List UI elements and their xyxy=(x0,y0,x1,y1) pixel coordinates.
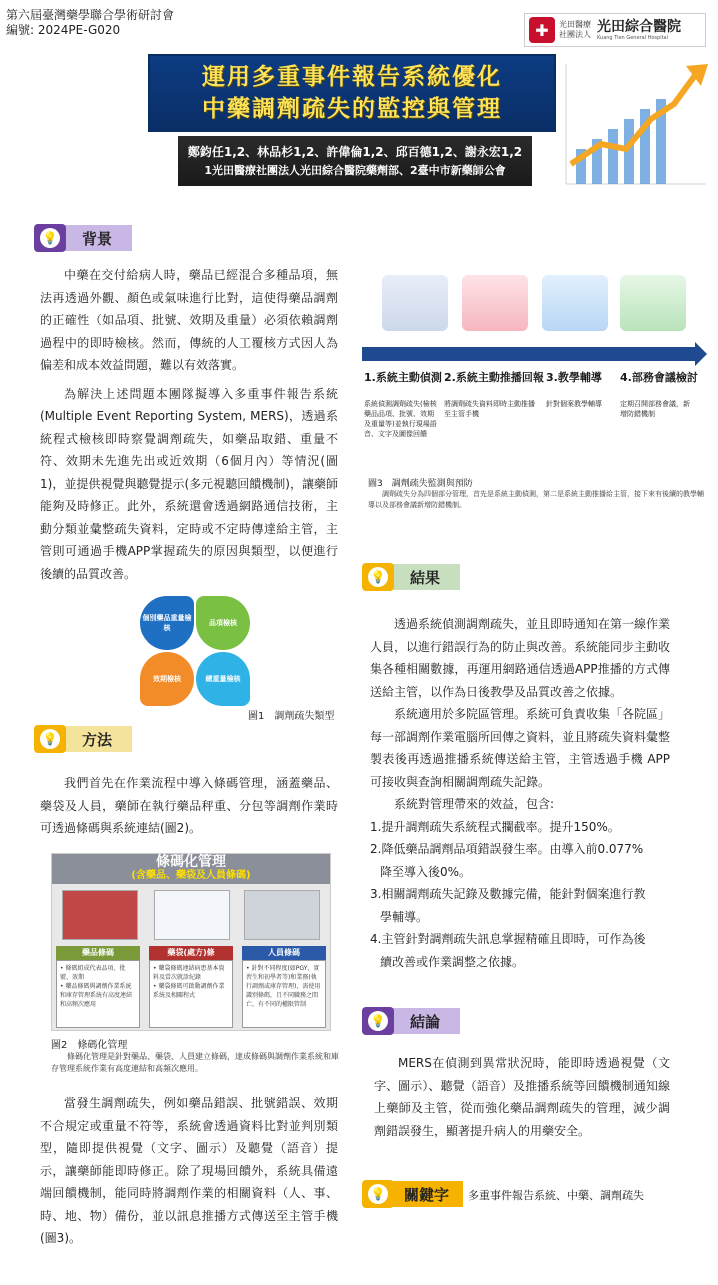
methods-paragraph-2: 當發生調劑疏失，例如藥品錯誤、批號錯誤、效期不合規定或重量不符等，系統會透過資料比對並判別類型，隨即提供視覺（文字、圖示）及聽覺（語音）提示，讓藥師能即時修正。除了現場回饋外，系統具備遠端回饋機制，能同時將調劑作業的相關資料（人、事、時、地、物）備份，並以訊息推播方式傳送至主管手機(圖3)。 xyxy=(40,1096,338,1245)
growth-chart-decoration xyxy=(556,54,716,194)
figure-3-caption-block xyxy=(368,476,704,511)
conclusion-paragraph: MERS在偵測到異常狀況時，能即時透過視覺（文字、圖示）、聽覺（語音）及推播系統等回饋機制通知線上藥師及主管，從而強化藥品調劑疏失的管理，減少調劑錯誤發生，顯著提升病人的用藥安全。 xyxy=(374,1056,670,1138)
results-paragraph-2: 系統適用於多院區管理。系統可負責收集「各院區」每一部調劑作業電腦所回傳之資料，並且將疏失資料彙整製表後再透過推播系統傳送給主管，主管透過手機 APP可接收與查詢相關調劑疏失記錄。 xyxy=(370,707,671,789)
figure-3-note: 調劑疏失分為四個部分管理，首先是系統主動偵測，第二是系統主動推播給主管，接下來有後續的教學輔導以及部務會議新增防錯機制。 xyxy=(368,490,704,509)
chart-icon xyxy=(620,275,686,331)
petal-weight-check: 總重量檢核 xyxy=(196,652,250,706)
petal-brand-check: 品項檢核 xyxy=(196,596,250,650)
results-item: 降至導入後0%。 xyxy=(380,864,472,879)
section-title-keywords: 關鍵字 xyxy=(390,1181,463,1207)
figure-2-barcode-management xyxy=(51,853,331,1031)
lightbulb-icon: 💡 xyxy=(362,1007,394,1035)
figure-2-subtitle: (含藥品、藥袋及人員條碼) xyxy=(131,870,251,881)
authors-block xyxy=(178,136,532,186)
step-1-label: 1.系統主動偵測 xyxy=(364,371,442,384)
staff-badge-photo xyxy=(244,890,320,940)
section-header-background xyxy=(34,223,132,253)
step-1-desc: 系統偵測調劑疏失(檢核藥品品項、批號、效期及重量等)並執行現場語音、文字及圖像回饋 xyxy=(364,400,437,438)
section-title-results: 結果 xyxy=(390,564,460,590)
lightbulb-icon: 💡 xyxy=(34,224,66,252)
title-line-1: 運用多重事件報告系統優化 xyxy=(202,64,502,90)
lightbulb-icon: 💡 xyxy=(362,563,394,591)
results-paragraph-1: 透過系統偵測調劑疏失，並且即時通知在第一線作業人員，以進行錯誤行為的防止與改善。系統能同步主動收集各種相關數據，再運用網路通信透過APP推播的方式傳送給主管，以作為日後教學及品質改善之依據。 xyxy=(370,617,671,699)
flow-arrow xyxy=(362,347,697,361)
results-item: 2.降低藥品調劑品項錯誤發生率。由導入前0.077% xyxy=(370,842,644,856)
lightbulb-icon: 💡 xyxy=(34,725,66,753)
gear-icon xyxy=(542,275,608,331)
background-paragraph-1: 中藥在交付給病人時，藥品已經混合多種品項，無法再透過外觀、顏色或氣味進行比對，這使得藥品調劑的正確性（如品項、批號、效期及重量）必須依賴調劑過程中的即時檢核。然而，傳統的人工覆核方式因人為偏差和成本效益問題，難以有效落實。 xyxy=(40,268,338,372)
results-item: 4.主管針對調劑疏失訊息掌握精確且即時，可作為後 xyxy=(370,932,646,946)
methods-text-2 xyxy=(40,1092,338,1250)
methods-paragraph-1: 我們首先在作業流程中導入條碼管理，涵蓋藥品、藥袋及人員，藥師在執行藥品秤重、分包等調劑作業時可透過條碼與系統連結(圖2)。 xyxy=(40,776,338,835)
section-header-keywords xyxy=(362,1180,463,1208)
section-title-methods: 方法 xyxy=(62,726,132,752)
figure-2-note: 條碼化管理是針對藥品、藥袋、人員建立條碼，達成條碼與調劑作業系統和庫存管理系統作業有高度連結和高頻次應用。 xyxy=(51,1052,339,1073)
figure-2-header xyxy=(52,854,330,884)
section-title-conclusion: 結論 xyxy=(390,1008,460,1034)
conclusion-text xyxy=(374,1052,670,1142)
petal-item-check: 個別藥品重量檢核 xyxy=(140,596,194,650)
staff-barcode-column: 人員條碼 • 針對不同程度(如PGY、實習生和初學者等)和業務(執行調劑或庫存管理)，需使用識別條碼，且不同職務之間亡，有不同的權限管制 xyxy=(242,946,326,1028)
hospital-emblem-icon: ✚ xyxy=(529,17,555,43)
section-header-methods xyxy=(34,724,132,754)
prescription-screen-photo xyxy=(154,890,230,940)
step-3-label: 3.教學輔導 xyxy=(546,371,602,384)
results-item: 續改善或作業調整之依據。 xyxy=(380,954,525,969)
section-title-background: 背景 xyxy=(62,225,132,251)
conference-info xyxy=(6,8,174,38)
background-text xyxy=(40,264,338,585)
results-text xyxy=(370,613,670,973)
background-paragraph-2: 為解決上述問題本團隊擬導入多重事件報告系統(Multiple Event Reporting System, MERS)，透過系統程式檢核即時察覺調劑疏失，如藥品取錯、重量不符、效期未先進先出或近效期（6個月內）等情況(圖1)，並提供視覺與聽覺提示(多元視聽回饋機制)，讓藥師能夠及時修正。此外，系統還會透過網路通信技術，主動分類並彙整疏失資料，定時或不定時傳達給主管，主管則可通過手機APP掌握疏失的原因與類型，以便進行後續的品質改善。 xyxy=(40,386,338,581)
figure-2-title: 條碼化管理 xyxy=(156,854,226,870)
keywords-text: 多重事件報告系統、中藥、調劑疏失 xyxy=(468,1189,644,1202)
step-4-label: 4.部務會議檢討 xyxy=(620,371,698,384)
methods-text-1 xyxy=(40,772,338,840)
step-2-desc: 將調劑疏失資料即時主動推播至主管手機 xyxy=(444,400,535,418)
medicine-barcode-column: 藥品條碼 • 條碼組成代表品項、批號、效期 • 藥品條碼與調劑作業系統和庫存管理系統有高度連結和高頻次應用 xyxy=(56,946,140,1028)
results-item: 1.提升調劑疏失系統程式攔截率。提升150%。 xyxy=(370,819,620,834)
step-2-label: 2.系統主動推播回報 xyxy=(444,371,544,384)
title-line-2: 中藥調劑疏失的監控與管理 xyxy=(202,96,502,122)
laptop-icon xyxy=(382,275,448,331)
poster-title xyxy=(148,54,556,132)
results-item: 3.相關調劑疏失記錄及數據完備，能針對個案進行教 xyxy=(370,887,646,901)
figure-1-caption: 圖1 調劑疏失類型 xyxy=(248,711,335,722)
figure-3-monitoring-flow xyxy=(362,275,702,450)
results-item: 學輔導。 xyxy=(380,909,429,924)
poster-code: 編號: 2024PE-G020 xyxy=(6,23,121,37)
figure-2-caption-block xyxy=(51,1036,341,1075)
step-3-desc: 針對個案教學輔導 xyxy=(546,400,602,408)
affiliations: 1光田醫療社團法人光田綜合醫院藥劑部、2臺中市新藥師公會 xyxy=(204,164,506,177)
conference-name: 第六屆臺灣藥學聯合學術研討會 xyxy=(6,8,175,22)
author-list: 鄭鈞任1,2、林品杉1,2、許偉倫1,2、邱百德1,2、謝永宏1,2 xyxy=(187,145,523,159)
hospital-logo xyxy=(524,13,706,47)
logo-main: 光田綜合醫院 Kuang Tien General Hospital xyxy=(597,18,681,41)
lightbulb-icon: 💡 xyxy=(362,1180,394,1208)
section-header-results xyxy=(362,562,460,592)
figure-3-caption: 圖3 調劑疏失監測與預防 xyxy=(368,479,473,489)
gear-icon xyxy=(462,275,528,331)
figure-1-petal-diagram xyxy=(138,594,250,706)
petal-expiry-check: 效期檢核 xyxy=(140,652,194,706)
section-header-conclusion xyxy=(362,1006,460,1036)
figure-2-caption: 圖2 條碼化管理 xyxy=(51,1040,128,1051)
medicine-photo xyxy=(62,890,138,940)
results-paragraph-3: 系統對管理帶來的效益，包含: xyxy=(394,797,555,811)
prescription-barcode-column: 藥袋(處方)條 • 藥袋條碼連結病患基本資料及當次就診紀錄 • 藥袋條碼可啟動調劑作業系統及相關程式 xyxy=(149,946,233,1028)
step-4-desc: 定期召開部務會議，新增防錯機制 xyxy=(620,400,690,418)
logo-small-text: 光田醫療 社團法人 xyxy=(559,20,591,39)
